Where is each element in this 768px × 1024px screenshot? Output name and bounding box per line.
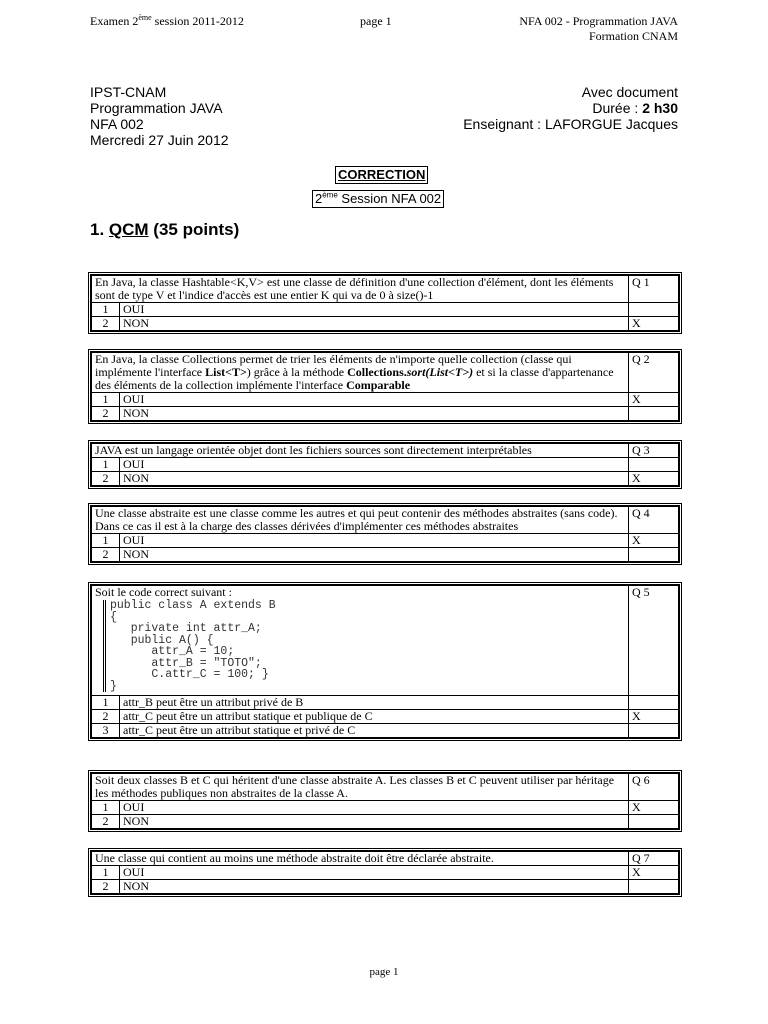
question-text: Soit deux classes B et C qui héritent d'une classe abstraite A. Les classes B et C peuvent utiliser par héritage les méthodes publiques non abstraites de la classe A. <box>92 774 629 801</box>
running-header-left <box>90 14 244 29</box>
answer-label: NON <box>120 880 629 894</box>
answer-number: 3 <box>92 724 120 738</box>
answer-number: 1 <box>92 866 120 880</box>
answer-mark <box>629 458 679 472</box>
answer-label: NON <box>120 815 629 829</box>
header-exam-prefix: Examen 2 <box>90 14 139 28</box>
code-block: public class A extends B { private int attr_A; public A() { attr_A = 10; attr_B = "TOTO"; C.attr_C = 100; } } <box>103 600 625 692</box>
answer-row <box>92 866 679 880</box>
session-prefix: 2 <box>315 191 323 206</box>
page-footer: page 1 <box>369 966 399 978</box>
answer-mark <box>629 724 679 738</box>
question-id: Q 5 <box>629 586 679 696</box>
question-2 <box>88 349 682 424</box>
answer-row <box>92 880 679 894</box>
teacher: Enseignant : LAFORGUE Jacques <box>463 116 678 132</box>
q2-text-d: Collections. <box>347 365 407 379</box>
answer-row <box>92 724 679 738</box>
answer-row <box>92 548 679 562</box>
answer-mark <box>629 303 679 317</box>
question-id: Q 4 <box>629 507 679 534</box>
answer-mark <box>629 548 679 562</box>
question-text: Une classe abstraite est une classe comme les autres et qui peut contenir des méthodes abstraites (sans code). Dans ce cas il est à la charge des classes dérivées d'implémenter ces méthodes abstraites <box>92 507 629 534</box>
answer-mark: X <box>629 317 679 331</box>
section-name: QCM <box>108 220 149 239</box>
question-text <box>92 353 629 393</box>
answer-label: NON <box>120 317 629 331</box>
q2-text-f: et si la classe d'appartenance des éléments de la collection implémente l'interface <box>95 365 614 392</box>
answer-label: OUI <box>120 458 629 472</box>
question-3 <box>88 440 682 489</box>
answer-mark <box>629 696 679 710</box>
answer-label: NON <box>120 407 629 421</box>
answer-label: OUI <box>120 866 629 880</box>
question-text: JAVA est un langage orientée objet dont les fichiers sources sont directement interprétables <box>92 444 629 458</box>
answer-row <box>92 710 679 724</box>
answer-label: attr_C peut être un attribut statique et publique de C <box>120 710 629 724</box>
answer-mark <box>629 407 679 421</box>
exam-info-left <box>90 84 229 148</box>
section-title <box>90 220 239 240</box>
answer-number: 1 <box>92 534 120 548</box>
question-7 <box>88 848 682 897</box>
course-code: NFA 002 <box>90 116 144 132</box>
question-text: En Java, la classe Hashtable<K,V> est une classe de définition d'une collection d'élément, dont les éléments sont de type V et l'indice d'accès est une entier K qui va de 0 à size()-1 <box>92 276 629 303</box>
question-5 <box>88 582 682 741</box>
answer-mark: X <box>629 393 679 407</box>
question-id: Q 1 <box>629 276 679 303</box>
running-header <box>90 14 678 54</box>
answer-row <box>92 534 679 548</box>
header-exam-suffix: session 2011-2012 <box>151 14 244 28</box>
running-header-page: page 1 <box>360 14 392 28</box>
answer-row <box>92 696 679 710</box>
q2-text-g: Comparable <box>346 378 411 392</box>
exam-duration <box>463 100 678 116</box>
answer-number: 1 <box>92 303 120 317</box>
correction-label <box>335 166 428 184</box>
running-header-right <box>519 14 678 44</box>
answer-label: NON <box>120 548 629 562</box>
question-id: Q 2 <box>629 353 679 393</box>
answer-label: OUI <box>120 534 629 548</box>
section-number: 1. <box>90 220 109 239</box>
answer-mark <box>629 880 679 894</box>
exam-info-right <box>463 84 678 132</box>
answer-number: 2 <box>92 710 120 724</box>
answer-row <box>92 472 679 486</box>
answer-mark: X <box>629 534 679 548</box>
correction-text: CORRECTION <box>338 167 426 182</box>
answer-number: 2 <box>92 815 120 829</box>
q2-text-c: ) grâce à la méthode <box>246 365 348 379</box>
answer-number: 1 <box>92 458 120 472</box>
section-points: (35 points) <box>148 220 240 239</box>
answer-row <box>92 393 679 407</box>
header-exam-sup: ème <box>138 13 152 22</box>
question-4 <box>88 503 682 565</box>
answer-row <box>92 801 679 815</box>
question-6 <box>88 770 682 832</box>
answer-label: NON <box>120 472 629 486</box>
answer-mark: X <box>629 866 679 880</box>
answer-row <box>92 815 679 829</box>
duration-label: Durée : <box>592 100 643 116</box>
answer-number: 2 <box>92 548 120 562</box>
answer-mark: X <box>629 710 679 724</box>
question-id: Q 7 <box>629 852 679 866</box>
duration-value: 2 h30 <box>642 100 678 116</box>
question-1 <box>88 272 682 334</box>
answer-label: OUI <box>120 801 629 815</box>
documents-allowed: Avec document <box>581 84 678 100</box>
session-sup: ème <box>322 190 338 200</box>
answer-mark: X <box>629 472 679 486</box>
answer-label: OUI <box>120 303 629 317</box>
header-course: NFA 002 - Programmation JAVA <box>519 14 678 28</box>
answer-number: 1 <box>92 801 120 815</box>
question-text <box>92 586 629 696</box>
answer-number: 2 <box>92 880 120 894</box>
answer-label: OUI <box>120 393 629 407</box>
answer-row <box>92 317 679 331</box>
session-suffix: Session NFA 002 <box>337 191 442 206</box>
answer-label: attr_C peut être un attribut statique et privé de C <box>120 724 629 738</box>
answer-number: 2 <box>92 472 120 486</box>
answer-row <box>92 458 679 472</box>
answer-mark: X <box>629 801 679 815</box>
header-formation: Formation CNAM <box>588 29 678 43</box>
question-id: Q 6 <box>629 774 679 801</box>
q2-text-e: sort(List<T>) <box>406 365 474 379</box>
question-id: Q 3 <box>629 444 679 458</box>
answer-label: attr_B peut être un attribut privé de B <box>120 696 629 710</box>
q2-text-a: En Java, la classe Collections permet de trier les éléments de n'importe quelle collection (classe qui implémente l'interface <box>95 352 572 379</box>
session-label <box>312 190 444 208</box>
exam-date: Mercredi 27 Juin 2012 <box>90 132 229 148</box>
answer-mark <box>629 815 679 829</box>
answer-row <box>92 407 679 421</box>
course-name: Programmation JAVA <box>90 100 223 116</box>
institution: IPST-CNAM <box>90 84 167 100</box>
q2-text-b: List<T> <box>205 365 247 379</box>
q5-intro: Soit le code correct suivant : <box>95 585 232 599</box>
answer-row <box>92 303 679 317</box>
question-text: Une classe qui contient au moins une méthode abstraite doit être déclarée abstraite. <box>92 852 629 866</box>
answer-number: 2 <box>92 317 120 331</box>
answer-number: 1 <box>92 696 120 710</box>
answer-number: 2 <box>92 407 120 421</box>
answer-number: 1 <box>92 393 120 407</box>
